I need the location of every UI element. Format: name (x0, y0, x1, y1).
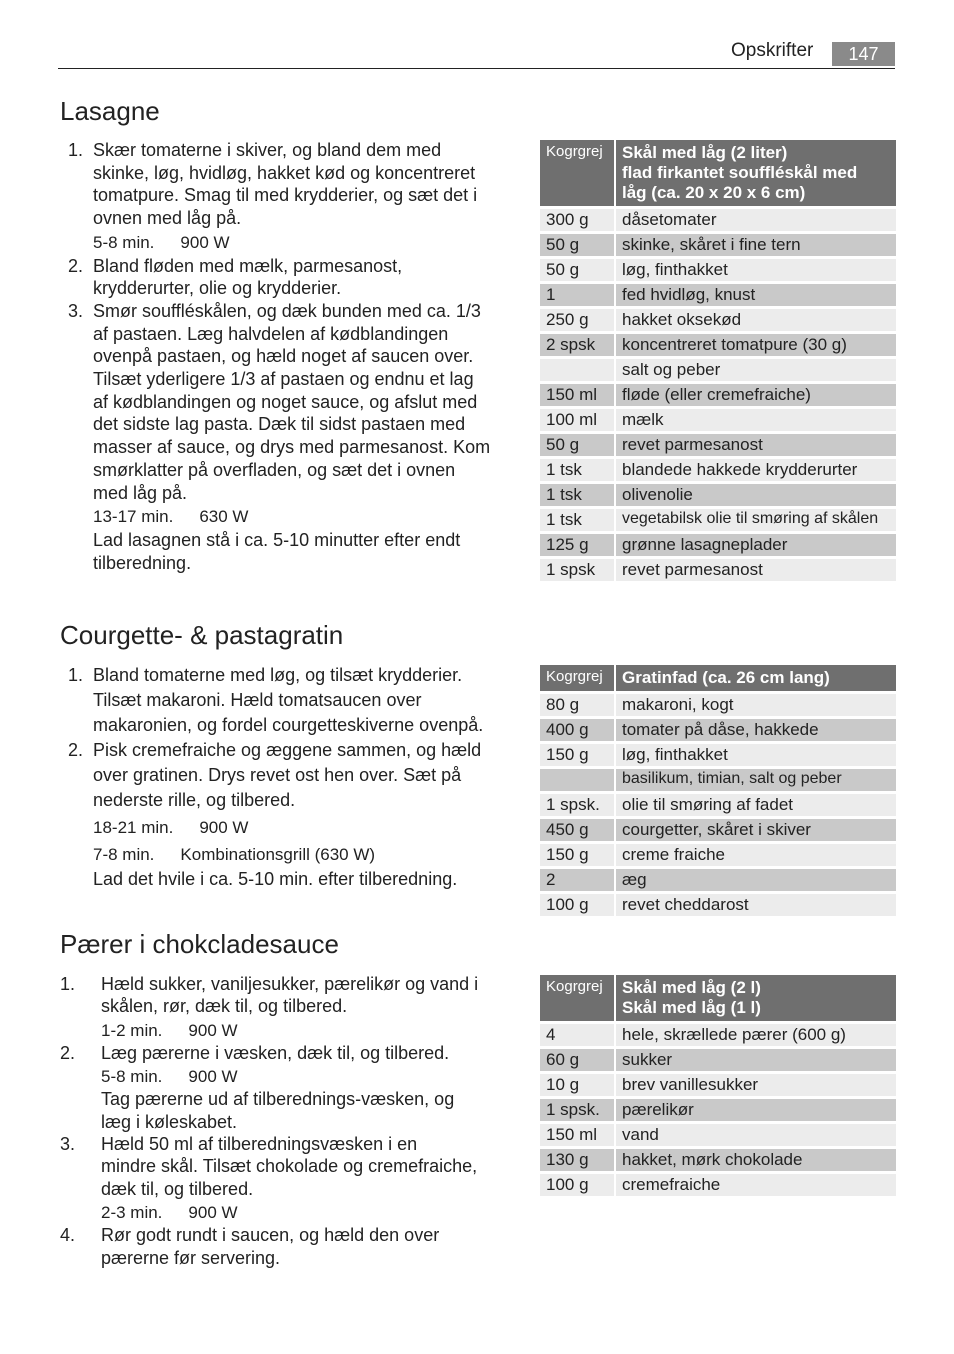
step-text: Tilsæt makaroni. Hæld tomatsaucen over (93, 690, 422, 710)
step-number: 1. (68, 140, 84, 160)
recipe-steps-pears (60, 973, 530, 1269)
ingredient-row (540, 819, 896, 841)
ingredient-quantity: 1 tsk (540, 484, 616, 506)
ingredient-name: mælk (616, 409, 896, 431)
ingredient-name: cremefraiche (616, 1174, 896, 1196)
ingredient-row (540, 769, 896, 791)
ingredient-row (540, 1074, 896, 1096)
table-header-row (540, 665, 896, 691)
cooking-time: 2-3 min. (101, 1202, 163, 1222)
ingredient-quantity: 130 g (540, 1149, 616, 1171)
ingredient-row (540, 1049, 896, 1071)
cookware-line: låg (ca. 20 x 20 x 6 cm) (622, 183, 806, 202)
ingredient-quantity: 50 g (540, 434, 616, 456)
step-text: Pisk cremefraiche og æggene sammen, og hæld (93, 740, 482, 760)
ingredient-name: fløde (eller cremefraiche) (616, 384, 896, 406)
ingredient-name: courgetter, skåret i skiver (616, 819, 896, 841)
ingredient-row (540, 1024, 896, 1046)
step-number: 1. (60, 974, 76, 994)
ingredient-row (540, 869, 896, 891)
table-header-row (540, 140, 896, 206)
ingredient-name: makaroni, kogt (616, 694, 896, 716)
ingredient-quantity: 2 spsk (540, 334, 616, 356)
cooking-power: 900 W (188, 1020, 238, 1040)
recipe-title-gratin: Courgette- & pastagratin (60, 620, 344, 650)
ingredient-name: sukker (616, 1049, 896, 1071)
ingredient-row (540, 719, 896, 741)
ingredient-name: hakket, mørk chokolade (616, 1149, 896, 1171)
ingredient-quantity: 50 g (540, 259, 616, 281)
recipe-step (60, 1042, 530, 1133)
step-number: 1. (68, 665, 84, 685)
ingredient-name: grønne lasagneplader (616, 534, 896, 556)
ingredient-quantity: 150 g (540, 844, 616, 866)
recipe-step (60, 139, 530, 255)
ingredient-row (540, 534, 896, 556)
recipe-step (60, 300, 530, 574)
cookware-line: Skål med låg (1 l) (622, 998, 761, 1017)
ingredient-name: hele, skrællede pærer (600 g) (616, 1024, 896, 1046)
ingredient-name: skinke, skåret i fine tern (616, 234, 896, 256)
ingredient-name: blandede hakkede krydderurter (616, 459, 896, 481)
step-text: af pastaen. Læg halvdelen af kødblandingen (93, 323, 449, 344)
step-text: nederste rille, og tilbered. (93, 790, 296, 810)
step-text: Tilsæt yderligere 1/3 af pastaen og endnu et lag (93, 369, 474, 390)
ingredient-name: salt og peber (616, 359, 896, 381)
ingredient-name: fed hvidløg, knust (616, 284, 896, 306)
ingredient-row (540, 1099, 896, 1121)
recipe-title-pears: Pærer i chokcladesauce (60, 929, 339, 959)
step-text: smørklatter på overfladen, og sæt det i ovnen (93, 459, 456, 480)
step-text: skinke, løg, hvidløg, hakket kød og koncentreret (93, 162, 476, 183)
ingredient-quantity: 150 ml (540, 384, 616, 406)
ingredient-row (540, 844, 896, 866)
ingredient-quantity: 1 spsk. (540, 1099, 616, 1121)
ingredient-row (540, 384, 896, 406)
step-text: masser af sauce, og drys med parmesanost. Kom (93, 437, 491, 458)
ingredient-row (540, 209, 896, 231)
ingredient-row (540, 1174, 896, 1196)
step-text: tilberedning. (93, 552, 192, 573)
header-cookware-label: Kogrgrej (540, 140, 616, 206)
step-text: med låg på. (93, 482, 188, 503)
step-text: makaronien, og fordel courgetteskiverne ovenpå. (93, 715, 484, 735)
ingredients-table-lasagne (540, 137, 896, 584)
header-divider (58, 68, 895, 69)
step-text: Hæld sukker, vaniljesukker, pærelikør og vand i (101, 974, 479, 994)
ingredient-quantity: 10 g (540, 1074, 616, 1096)
cooking-time: 5-8 min. (101, 1067, 163, 1087)
ingredient-quantity: 1 tsk (540, 459, 616, 481)
recipe-step (60, 973, 530, 1042)
ingredient-row (540, 559, 896, 581)
step-text: Lad lasagnen stå i ca. 5-10 minutter efter endt (93, 529, 461, 550)
recipe-title-lasagne: Lasagne (60, 96, 160, 126)
recipe-step (60, 1133, 530, 1224)
cooking-power: Kombinationsgrill (630 W) (180, 845, 376, 864)
cooking-setting (93, 842, 530, 867)
ingredient-name: olivenolie (616, 484, 896, 506)
cooking-setting (93, 232, 530, 255)
step-number: 3. (60, 1134, 76, 1155)
cookware-line: Skål med låg (2 l) (622, 978, 761, 997)
step-text: over gratinen. Drys revet ost hen over. Sæt på (93, 765, 462, 785)
step-text: Bland fløden med mælk, parmesanost, (93, 255, 403, 276)
step-text: ovnen med låg på. (93, 208, 242, 229)
section-label: Opskrifter (731, 40, 814, 61)
ingredient-quantity: 50 g (540, 234, 616, 256)
cooking-setting (93, 506, 530, 529)
ingredient-row (540, 359, 896, 381)
ingredient-row (540, 259, 896, 281)
ingredient-quantity: 1 spsk (540, 559, 616, 581)
step-text: Rør godt rundt i saucen, og hæld den over (101, 1225, 440, 1246)
step-text: Læg pærerne i væsken, dæk til, og tilbered. (101, 1042, 450, 1063)
ingredient-quantity: 60 g (540, 1049, 616, 1071)
ingredient-quantity: 150 ml (540, 1124, 616, 1146)
ingredient-name: æg (616, 869, 896, 891)
step-text: tomatpure. Smag til med krydderier, og sæt det i (93, 185, 478, 206)
ingredient-name: brev vanillesukker (616, 1074, 896, 1096)
recipe-steps-lasagne (60, 139, 530, 574)
cooking-power: 900 W (188, 1067, 238, 1087)
step-text: Bland tomaterne med løg, og tilsæt krydderier. (93, 665, 463, 685)
step-number: 2. (60, 1042, 76, 1063)
ingredient-quantity: 250 g (540, 309, 616, 331)
ingredient-row (540, 694, 896, 716)
ingredient-quantity: 150 g (540, 744, 616, 766)
step-text: ovenpå pastaen, og hæld noget af saucen over. (93, 346, 474, 367)
ingredient-name: vand (616, 1124, 896, 1146)
ingredient-quantity: 100 g (540, 894, 616, 916)
ingredient-quantity: 1 tsk (540, 509, 616, 531)
header-cookware (616, 975, 896, 1021)
cookware-line: Skål med låg (2 liter) (622, 143, 788, 162)
step-text: dæk til, og tilbered. (101, 1178, 254, 1199)
step-text: af kødblandingen og noget sauce, og afslut med (93, 391, 478, 412)
step-number: 2. (68, 740, 84, 760)
ingredient-quantity: 450 g (540, 819, 616, 841)
ingredient-quantity (540, 359, 616, 381)
ingredient-row (540, 1124, 896, 1146)
ingredient-quantity: 1 (540, 284, 616, 306)
cooking-time: 18-21 min. (93, 818, 174, 837)
ingredient-row (540, 284, 896, 306)
ingredient-row (540, 794, 896, 816)
cooking-time: 13-17 min. (93, 507, 174, 527)
ingredient-name: revet parmesanost (616, 559, 896, 581)
cooking-setting (101, 1066, 530, 1088)
cookware-line: flad firkantet souffléskål med (622, 163, 858, 182)
cooking-power: 900 W (199, 818, 249, 837)
cookware-line: Gratinfad (ca. 26 cm lang) (622, 668, 830, 687)
ingredient-name: dåsetomater (616, 209, 896, 231)
ingredient-quantity: 100 g (540, 1174, 616, 1196)
ingredient-name: løg, finthakket (616, 259, 896, 281)
header-cookware (616, 665, 896, 691)
cooking-power: 900 W (188, 1202, 238, 1222)
ingredient-quantity (540, 769, 616, 791)
recipe-step (60, 1224, 530, 1269)
ingredient-quantity: 80 g (540, 694, 616, 716)
ingredient-row (540, 744, 896, 766)
cooking-power: 900 W (180, 232, 230, 252)
ingredient-quantity: 1 spsk. (540, 794, 616, 816)
ingredient-row (540, 309, 896, 331)
ingredient-row (540, 894, 896, 916)
ingredient-quantity: 2 (540, 869, 616, 891)
step-text: Smør souffléskålen, og dæk bunden med ca. 1/3 (93, 300, 481, 321)
ingredient-quantity: 4 (540, 1024, 616, 1046)
ingredient-name: revet cheddarost (616, 894, 896, 916)
ingredient-name: vegetabilsk olie til smøring af skålen (616, 509, 896, 531)
step-number: 4. (60, 1225, 76, 1246)
step-number: 3. (68, 300, 84, 321)
ingredient-row (540, 434, 896, 456)
cooking-setting (93, 815, 530, 840)
header-cookware-label: Kogrgrej (540, 975, 616, 1021)
step-number: 2. (68, 255, 84, 276)
ingredient-row (540, 1149, 896, 1171)
ingredient-row (540, 509, 896, 531)
ingredient-quantity: 100 ml (540, 409, 616, 431)
step-text: Skær tomaterne i skiver, og bland dem med (93, 140, 442, 160)
ingredient-name: tomater på dåse, hakkede (616, 719, 896, 741)
recipe-step (60, 255, 530, 300)
ingredient-name: hakket oksekød (616, 309, 896, 331)
cooking-time: 7-8 min. (93, 845, 155, 864)
cooking-time: 5-8 min. (93, 232, 155, 252)
ingredient-name: pærelikør (616, 1099, 896, 1121)
table-header-row (540, 975, 896, 1021)
cooking-setting (101, 1020, 530, 1042)
step-text: Lad det hvile i ca. 5-10 min. efter tilberedning. (93, 869, 458, 889)
ingredient-quantity: 400 g (540, 719, 616, 741)
cooking-time: 1-2 min. (101, 1020, 163, 1040)
ingredient-row (540, 484, 896, 506)
step-text: krydderurter, olie og krydderier. (93, 278, 342, 299)
ingredient-name: basilikum, timian, salt og peber (616, 769, 896, 791)
ingredients-table-pears (540, 972, 896, 1199)
header-cookware-label: Kogrgrej (540, 665, 616, 691)
ingredient-quantity: 300 g (540, 209, 616, 231)
ingredient-quantity: 125 g (540, 534, 616, 556)
step-text: Hæld 50 ml af tilberedningsvæsken i en (101, 1134, 418, 1155)
ingredient-row (540, 234, 896, 256)
ingredient-name: creme fraiche (616, 844, 896, 866)
page-number: 147 (832, 42, 895, 66)
ingredient-row (540, 409, 896, 431)
step-text: Tag pærerne ud af tilberednings-væsken, og (101, 1089, 455, 1110)
recipe-step (60, 738, 530, 892)
step-text: det sidste lag pasta. Dæk til sidst pastaen med (93, 414, 466, 435)
ingredient-name: olie til smøring af fadet (616, 794, 896, 816)
ingredient-row (540, 459, 896, 481)
cooking-power: 630 W (199, 507, 249, 527)
ingredient-name: løg, finthakket (616, 744, 896, 766)
step-text: læg i køleskabet. (101, 1111, 238, 1132)
cooking-setting (101, 1202, 530, 1224)
step-text: pærerne før servering. (101, 1247, 281, 1268)
ingredient-name: koncentreret tomatpure (30 g) (616, 334, 896, 356)
recipe-steps-gratin (60, 663, 530, 892)
ingredients-table-gratin (540, 662, 896, 919)
ingredient-name: revet parmesanost (616, 434, 896, 456)
ingredient-row (540, 334, 896, 356)
header-cookware (616, 140, 896, 206)
step-text: skålen, rør, dæk til, og tilbered. (101, 996, 348, 1017)
step-text: mindre skål. Tilsæt chokolade og cremefraiche, (101, 1156, 478, 1177)
recipe-step (60, 663, 530, 738)
